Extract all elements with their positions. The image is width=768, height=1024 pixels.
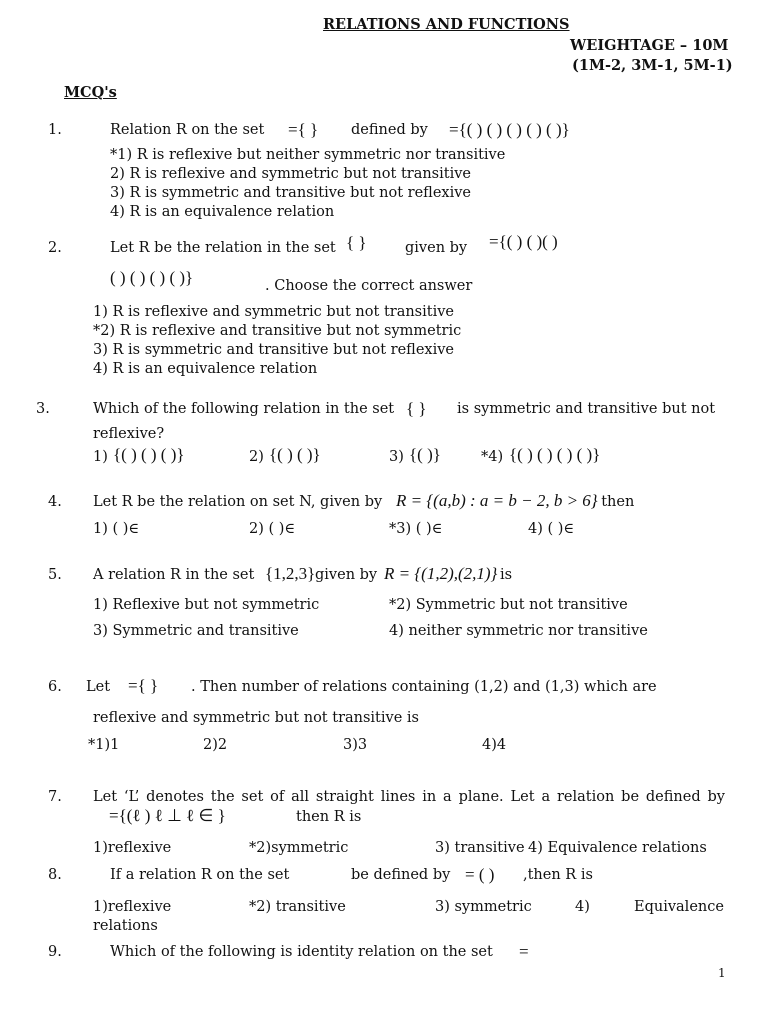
page-number: 1: [718, 966, 726, 980]
answer-option: 2)2: [203, 737, 228, 753]
answer-option: 4): [575, 899, 590, 915]
question-text: Let R be the relation in the set: [110, 240, 336, 256]
answer-option: 4) Equivalence relations: [528, 840, 707, 856]
option-label: *4): [481, 449, 504, 465]
answer-option: 3) transitive: [435, 840, 525, 856]
page-title: RELATIONS AND FUNCTIONS: [323, 16, 570, 33]
answer-option: 2) ( )∈: [249, 521, 296, 537]
question-text: is: [500, 567, 513, 583]
option-label: 3): [389, 449, 404, 465]
answer-option: 4) neither symmetric nor transitive: [389, 623, 648, 639]
question-text: Which of the following is identity relation on the set: [110, 944, 493, 960]
answer-option: 1) ( )∈: [93, 521, 140, 537]
marks-breakdown: (1M-2, 3M-1, 5M-1): [572, 57, 733, 74]
math-expression: = ( ): [465, 865, 495, 884]
question-number: 5.: [48, 567, 62, 583]
question-text: If a relation R on the set: [110, 867, 290, 883]
answer-option: 1) R is reflexive and symmetric but not transitive: [93, 304, 454, 320]
math-expression: ={( ) ( ) ( ) ( ) ( )}: [449, 120, 570, 139]
question-text: , then: [592, 494, 635, 510]
answer-option: *2) R is reflexive and transitive but not symmetric: [93, 323, 462, 339]
math-expression: { }: [346, 233, 367, 252]
answer-option: *2) Symmetric but not transitive: [389, 597, 628, 613]
math-expression: ={ }: [128, 676, 159, 695]
math-expression: {1,2,3}: [265, 564, 316, 583]
answer-option: 4) R is an equivalence relation: [93, 361, 318, 377]
math-expression: R = {(a,b) : a = b − 2, b > 6}: [396, 491, 598, 510]
answer-option: 4) R is an equivalence relation: [110, 204, 335, 220]
question-text: Let R be the relation on set N, given by: [93, 494, 383, 510]
answer-option: *1) R is reflexive but neither symmetric nor transitive: [110, 147, 506, 163]
section-heading: MCQ's: [64, 84, 117, 101]
question-number: 6.: [48, 679, 62, 695]
question-text: defined by: [351, 122, 428, 138]
answer-option: *2)symmetric: [249, 840, 349, 856]
question-number: 8.: [48, 867, 62, 883]
question-text: Relation R on the set: [110, 122, 265, 138]
question-text: given by: [315, 567, 378, 583]
question-text: reflexive and symmetric but not transitive is: [93, 710, 419, 726]
answer-option: *1)1: [88, 737, 120, 753]
option-label: 2): [249, 449, 264, 465]
math-expression: {( ) ( )}: [269, 445, 321, 464]
answer-option: 1)reflexive: [93, 840, 172, 856]
question-text: Let: [86, 679, 111, 695]
math-expression: { }: [406, 399, 427, 418]
question-text: . Then number of relations containing (1,2) and (1,3) which are: [191, 679, 657, 695]
math-expression: =: [519, 942, 529, 961]
math-expression: {( ) ( ) ( )}: [113, 445, 185, 464]
answer-option: 1)reflexive: [93, 899, 172, 915]
question-text: A relation R in the set: [93, 567, 255, 583]
math-expression: {( ) ( ) ( ) ( )}: [509, 445, 601, 464]
question-text: . Choose the correct answer: [265, 278, 473, 294]
answer-option: 3) R is symmetric and transitive but not reflexive: [93, 342, 454, 358]
question-number: 1.: [48, 122, 62, 138]
answer-option: *2) transitive: [249, 899, 346, 915]
question-text: is symmetric and transitive but not: [457, 401, 716, 417]
math-expression: ={( ) ( )( ): [489, 232, 558, 251]
math-expression: ( ) ( ) ( ) ( )}: [110, 268, 194, 287]
answer-option: 3) R is symmetric and transitive but not reflexive: [110, 185, 471, 201]
answer-option: 3) Symmetric and transitive: [93, 623, 299, 639]
question-number: 9.: [48, 944, 62, 960]
answer-option: 4) ( )∈: [528, 521, 575, 537]
answer-option: 3) symmetric: [435, 899, 532, 915]
math-expression: {( )}: [409, 445, 441, 464]
question-number: 3.: [36, 401, 50, 417]
answer-option: *3) ( )∈: [389, 521, 443, 537]
answer-option: 4)4: [482, 737, 507, 753]
answer-option: 1) Reflexive but not symmetric: [93, 597, 320, 613]
answer-option: 3)3: [343, 737, 368, 753]
question-number: 4.: [48, 494, 62, 510]
question-text: then R is: [296, 809, 362, 825]
question-number: 2.: [48, 240, 62, 256]
option-label: 1): [93, 449, 108, 465]
math-expression: R = {(1,2),(2,1)}: [384, 564, 498, 583]
math-expression: ={(ℓ ) ℓ ⊥ ℓ ∈ }: [109, 806, 226, 825]
math-expression: ={ }: [288, 120, 319, 139]
question-text: Let ‘L’ denotes the set of all straight lines in a plane. Let a relation be defined by: [93, 789, 725, 805]
answer-option: 2) R is reflexive and symmetric but not transitive: [110, 166, 471, 182]
question-text: Which of the following relation in the set: [93, 401, 395, 417]
question-text: ,then R is: [523, 867, 593, 883]
question-text: be defined by: [351, 867, 451, 883]
question-text: given by: [405, 240, 468, 256]
question-text: reflexive?: [93, 426, 165, 442]
answer-option: Equivalence: [634, 899, 724, 915]
weightage-label: WEIGHTAGE – 10M: [570, 37, 729, 54]
question-number: 7.: [48, 789, 62, 805]
answer-option: relations: [93, 918, 158, 934]
